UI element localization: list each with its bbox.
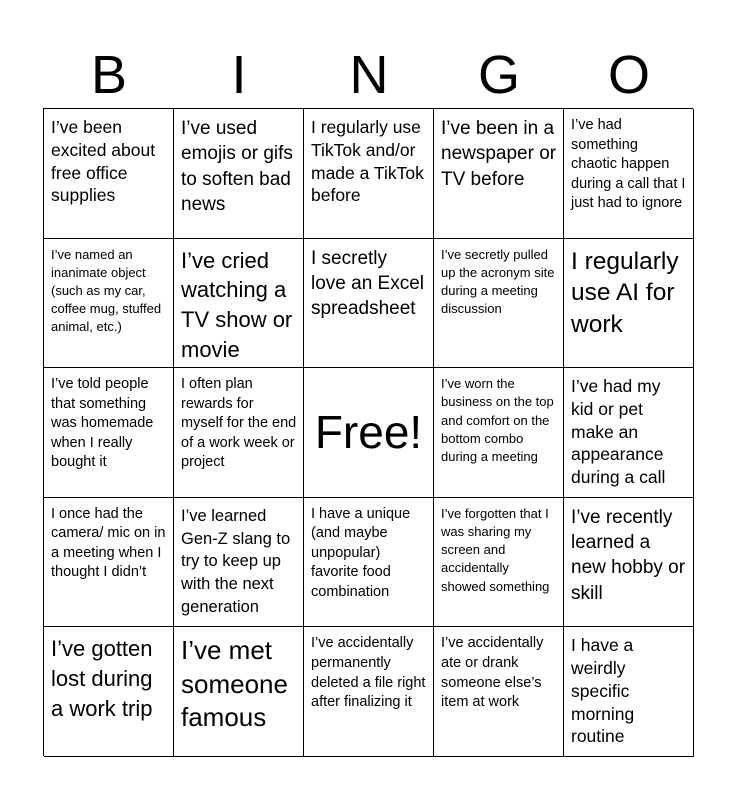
bingo-cell[interactable]: I’ve told people that something was homemade when I really bought it	[44, 368, 174, 498]
bingo-cell[interactable]: I’ve accidentally ate or drank someone else’s item at work	[434, 627, 564, 757]
header-letter-g: G	[477, 45, 520, 105]
header-letter-i: I	[231, 45, 247, 105]
bingo-cell[interactable]: I’ve been in a newspaper or TV before	[434, 109, 564, 239]
bingo-cell[interactable]: I’ve forgotten that I was sharing my screen and accidentally showed something	[434, 498, 564, 628]
bingo-cell[interactable]: I’ve secretly pulled up the acronym site during a meeting discussion	[434, 239, 564, 369]
bingo-cell[interactable]: I regularly use AI for work	[564, 239, 694, 369]
header-letter-n: N	[349, 45, 389, 105]
bingo-grid	[43, 108, 693, 756]
bingo-cell[interactable]: I have a weirdly specific morning routine	[564, 627, 694, 757]
bingo-cell[interactable]: I’ve gotten lost during a work trip	[44, 627, 174, 757]
bingo-cell[interactable]: I’ve had something chaotic happen during a call that I just had to ignore	[564, 109, 694, 239]
bingo-cell[interactable]: I’ve recently learned a new hobby or skill	[564, 498, 694, 628]
bingo-cell[interactable]: I’ve been excited about free office supplies	[44, 109, 174, 239]
bingo-cell[interactable]: I have a unique (and maybe unpopular) favorite food combination	[304, 498, 434, 628]
bingo-header	[44, 44, 694, 106]
bingo-cell[interactable]: I regularly use TikTok and/or made a TikTok before	[304, 109, 434, 239]
bingo-cell[interactable]: I’ve used emojis or gifs to soften bad news	[174, 109, 304, 239]
bingo-cell[interactable]: I’ve learned Gen-Z slang to try to keep up with the next generation	[174, 498, 304, 628]
header-letter-o: O	[607, 45, 650, 105]
bingo-cell[interactable]: I’ve cried watching a TV show or movie	[174, 239, 304, 369]
header-letter-b: B	[90, 45, 128, 105]
free-space[interactable]: Free!	[304, 368, 434, 498]
bingo-cell[interactable]: I’ve accidentally permanently deleted a file right after finalizing it	[304, 627, 434, 757]
bingo-cell[interactable]: I once had the camera/ mic on in a meeting when I thought I didn’t	[44, 498, 174, 628]
bingo-cell[interactable]: I secretly love an Excel spreadsheet	[304, 239, 434, 369]
bingo-cell[interactable]: I’ve worn the business on the top and comfort on the bottom combo during a meeting	[434, 368, 564, 498]
bingo-cell[interactable]: I’ve named an inanimate object (such as my car, coffee mug, stuffed animal, etc.)	[44, 239, 174, 369]
bingo-cell[interactable]: I’ve had my kid or pet make an appearance during a call	[564, 368, 694, 498]
bingo-cell[interactable]: I’ve met someone famous	[174, 627, 304, 757]
bingo-cell[interactable]: I often plan rewards for myself for the end of a work week or project	[174, 368, 304, 498]
